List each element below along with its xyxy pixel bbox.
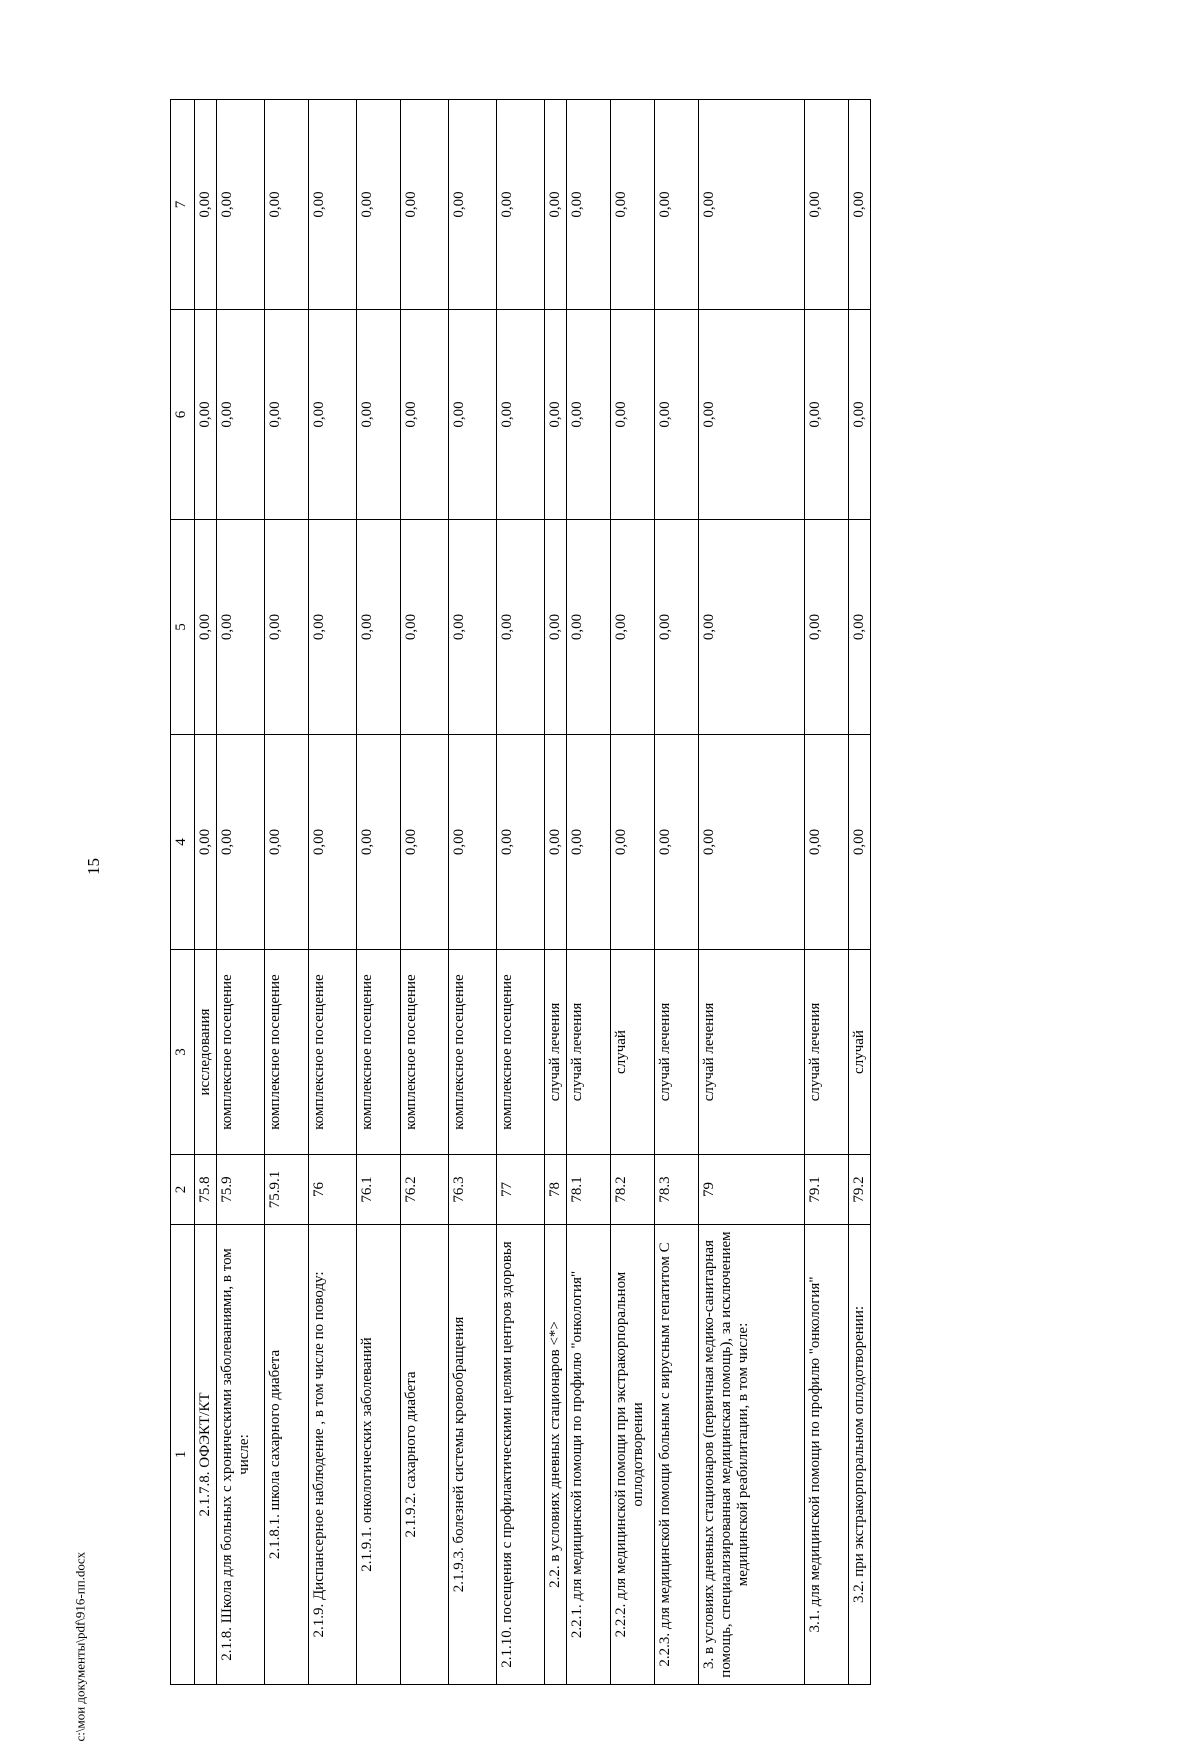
table-cell: 76.1 [357,1155,401,1225]
table-cell: 0,00 [217,100,265,310]
table-cell: комплексное посещение [265,950,309,1155]
table-cell: 0,00 [195,520,217,735]
table-cell: 0,00 [655,100,699,310]
table-cell: 0,00 [357,520,401,735]
row-label-cell: 2.1.7.8. ОФЭКТ/КТ [195,1225,217,1685]
table-cell: 0,00 [309,310,357,520]
table-cell: 0,00 [611,100,655,310]
table-cell: 0,00 [567,735,611,950]
row-label-cell: 2.2.2. для медицинской помощи при экстракорпоральном оплодотворении [611,1225,655,1685]
column-header: 4 [171,735,195,950]
table-row [265,100,309,1685]
table-cell: 0,00 [265,520,309,735]
row-label-cell: 2.2.3. для медицинской помощи больным с вирусным гепатитом С [655,1225,699,1685]
table-row [497,100,545,1685]
data-table [170,99,871,1685]
table-cell: 0,00 [217,735,265,950]
table-cell: 0,00 [611,520,655,735]
row-label-cell: 2.2. в условиях дневных стационаров <*> [545,1225,567,1685]
table-cell: 0,00 [195,100,217,310]
table-cell: комплексное посещение [497,950,545,1155]
table-cell: случай [849,950,871,1155]
table-cell: 78 [545,1155,567,1225]
table-cell: 0,00 [449,735,497,950]
row-label-cell: 2.1.9. Диспансерное наблюдение , в том числе по поводу: [309,1225,357,1685]
table-cell: 0,00 [567,310,611,520]
table-cell: 0,00 [401,310,449,520]
table-cell: случай лечения [699,950,805,1155]
row-label-cell: 2.1.8. Школа для больных с хроническими заболеваниями, в том числе: [217,1225,265,1685]
table-row [449,100,497,1685]
table-cell: 0,00 [265,310,309,520]
table-cell: 0,00 [849,520,871,735]
table-cell: 0,00 [265,100,309,310]
column-header: 3 [171,950,195,1155]
table-cell: 79.2 [849,1155,871,1225]
table-cell: 0,00 [545,100,567,310]
table-cell: 0,00 [401,735,449,950]
row-label-cell: 2.1.9.3. болезней системы кровообращения [449,1225,497,1685]
table-cell: 0,00 [655,735,699,950]
table-cell: 0,00 [449,100,497,310]
table-cell: 78.1 [567,1155,611,1225]
row-label-cell: 3.1. для медицинской помощи по профилю "онкология" [805,1225,849,1685]
footer-file-path: c:\мои документы\pdf\916-пп.docx [72,1551,88,1742]
row-label-cell: 3.2. при экстракорпоральном оплодотворении: [849,1225,871,1685]
table-cell: 0,00 [655,310,699,520]
row-label-cell: 3. в условиях дневных стационаров (первичная медико-санитарная помощь, специализированная медицинская помощь), за исключением медицинской реабилитации, в том числе: [699,1225,805,1685]
table-cell: 79.1 [805,1155,849,1225]
table-cell: случай лечения [545,950,567,1155]
table-cell: 79 [699,1155,805,1225]
data-table-rotated [170,100,995,1685]
table-row [655,100,699,1685]
table-row [849,100,871,1685]
table-cell: 0,00 [309,100,357,310]
table-cell: 0,00 [849,735,871,950]
table-cell: 75.8 [195,1155,217,1225]
table-row [805,100,849,1685]
table-row [611,100,655,1685]
table-cell: 0,00 [545,520,567,735]
table-cell: комплексное посещение [357,950,401,1155]
table-cell: 0,00 [611,310,655,520]
row-label-cell: 2.1.9.1. онкологических заболеваний [357,1225,401,1685]
table-row [545,100,567,1685]
table-cell: 0,00 [357,310,401,520]
table-cell: 0,00 [195,735,217,950]
table-cell: 78.2 [611,1155,655,1225]
table-cell: 0,00 [217,310,265,520]
row-label-cell: 2.2.1. для медицинской помощи по профилю "онкология" [567,1225,611,1685]
table-cell: комплексное посещение [401,950,449,1155]
table-cell: 0,00 [357,735,401,950]
table-row [401,100,449,1685]
column-header: 5 [171,520,195,735]
table-row [567,100,611,1685]
row-label-cell: 2.1.9.2. сахарного диабета [401,1225,449,1685]
table-cell: 0,00 [401,520,449,735]
table-cell: 0,00 [849,310,871,520]
column-header: 1 [171,1225,195,1685]
table-cell: комплексное посещение [309,950,357,1155]
table-cell: 0,00 [309,520,357,735]
table-cell: 76.3 [449,1155,497,1225]
table-cell: 0,00 [849,100,871,310]
table-cell: 0,00 [401,100,449,310]
table-cell: 0,00 [699,100,805,310]
table-cell: 0,00 [497,520,545,735]
table-cell: 0,00 [567,100,611,310]
table-cell: случай лечения [567,950,611,1155]
table-cell: 0,00 [699,735,805,950]
table-cell: 0,00 [545,735,567,950]
table-cell: 0,00 [611,735,655,950]
table-cell: комплексное посещение [449,950,497,1155]
table-cell: случай лечения [655,950,699,1155]
table-header-row [171,100,195,1685]
table-row [309,100,357,1685]
table-cell: 0,00 [449,520,497,735]
table-cell: 0,00 [497,100,545,310]
table-cell: 0,00 [567,520,611,735]
table-cell: 0,00 [655,520,699,735]
table-cell: 0,00 [497,310,545,520]
table-row [195,100,217,1685]
table-cell: исследования [195,950,217,1155]
column-header: 7 [171,100,195,310]
table-cell: 0,00 [805,310,849,520]
table-cell: 0,00 [449,310,497,520]
table-cell: 0,00 [497,735,545,950]
table-row [217,100,265,1685]
column-header: 2 [171,1155,195,1225]
table-cell: 0,00 [545,310,567,520]
table-cell: случай [611,950,655,1155]
table-cell: 78.3 [655,1155,699,1225]
table-row [357,100,401,1685]
table-cell: 75.9.1 [265,1155,309,1225]
table-cell: 0,00 [357,100,401,310]
column-header: 6 [171,310,195,520]
table-row [699,100,805,1685]
table-cell: 0,00 [217,520,265,735]
table-cell: 77 [497,1155,545,1225]
table-cell: 0,00 [805,520,849,735]
table-cell: 0,00 [699,520,805,735]
table-cell: 75.9 [217,1155,265,1225]
table-cell: 0,00 [805,100,849,310]
table-cell: 76 [309,1155,357,1225]
table-cell: случай лечения [805,950,849,1155]
table-cell: 76.2 [401,1155,449,1225]
row-label-cell: 2.1.8.1. школа сахарного диабета [265,1225,309,1685]
page-number: 15 [84,858,103,875]
table-cell: 0,00 [265,735,309,950]
table-cell: 0,00 [309,735,357,950]
table-cell: 0,00 [805,735,849,950]
table-cell: 0,00 [699,310,805,520]
row-label-cell: 2.1.10. посещения с профилактическими целями центров здоровья [497,1225,545,1685]
table-cell: комплексное посещение [217,950,265,1155]
table-cell: 0,00 [195,310,217,520]
